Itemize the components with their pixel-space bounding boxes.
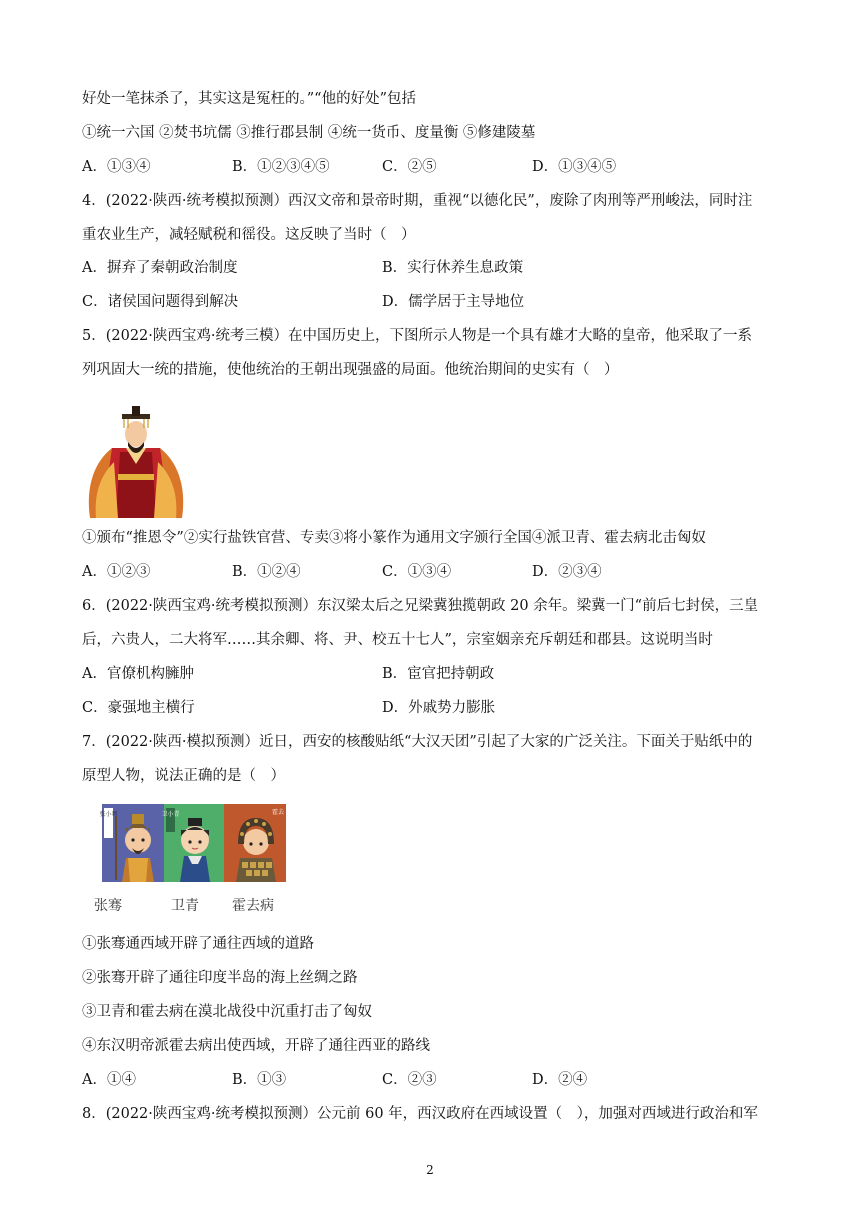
sticker-huoqubing-icon: [224, 804, 286, 882]
q6-option-a: A．官僚机构臃肿: [82, 666, 194, 682]
q7-option-a: A．①④: [82, 1072, 136, 1088]
q7-item-2: ②张骞开辟了通往印度半岛的海上丝绸之路: [82, 970, 358, 986]
q4-stem-line2: 重农业生产，减轻赋税和徭役。这反映了当时（ ）: [82, 227, 416, 243]
caption-zhangqian: 张骞: [94, 898, 122, 914]
caption-weiqing: 卫青: [171, 898, 199, 914]
q5-items: ①颁布“推恩令”②实行盐铁官营、专卖③将小篆作为通用文字颁行全国④派卫青、霍去病北击匈奴: [82, 530, 706, 546]
q4-option-d: D．儒学居于主导地位: [382, 294, 525, 310]
sticker-tag-3: 霍去: [271, 809, 285, 816]
q5-stem-line2: 列巩固大一统的措施，使他统治的王朝出现强盛的局面。他统治期间的史实有（ ）: [82, 362, 619, 378]
q6-option-c: C．豪强地主横行: [82, 700, 195, 716]
q5-option-b: B．①②④: [232, 564, 301, 580]
q5-stem-line1: 5．(2022·陕西宝鸡·统考三模）在中国历史上，下图所示人物是一个具有雄才大略的皇帝，他采取了一系: [82, 328, 752, 344]
q4-option-a: A．摒弃了秦朝政治制度: [82, 260, 238, 276]
sticker-illustration: [99, 804, 286, 882]
emperor-portrait-icon: [84, 390, 188, 518]
q6-option-b: B．宦官把持朝政: [382, 666, 495, 682]
q5-option-c: C．①③④: [382, 564, 452, 580]
sticker-tag-2: 卫小青: [161, 811, 180, 818]
q7-item-4: ④东汉明帝派霍去病出使西域，开辟了通往西亚的路线: [82, 1038, 430, 1054]
q4-option-b: B．实行休养生息政策: [382, 260, 524, 276]
q7-option-b: B．①③: [232, 1072, 287, 1088]
sticker-weiqing-icon: [161, 804, 224, 882]
q3-stem-tail: 好处一笔抹杀了，其实这是冤枉的。”“他的好处”包括: [82, 91, 416, 107]
page-number: 2: [426, 1163, 434, 1177]
q7-stem-line1: 7．(2022·陕西·模拟预测）近日，西安的核酸贴纸“大汉天团”引起了大家的广泛关注。下面关于贴纸中的: [82, 734, 753, 750]
q3-option-b: B．①②③④⑤: [232, 159, 330, 175]
caption-huoqubing: 霍去病: [232, 898, 274, 914]
q3-items: ①统一六国 ②焚书坑儒 ③推行郡县制 ④统一货币、度量衡 ⑤修建陵墓: [82, 125, 536, 141]
q3-option-d: D．①③④⑤: [532, 159, 617, 175]
sticker-panel: [99, 804, 286, 882]
q7-stem-line2: 原型人物，说法正确的是（ ）: [82, 768, 285, 784]
q7-item-3: ③卫青和霍去病在漠北战役中沉重打击了匈奴: [82, 1004, 372, 1020]
q4-stem-line1: 4．(2022·陕西·统考模拟预测）西汉文帝和景帝时期，重视“以德化民”，废除了肉刑等严刑峻法，同时注: [82, 193, 753, 209]
q6-stem-line2: 后，六贵人，二大将军……其余卿、将、尹、校五十七人”，宗室姻亲充斥朝廷和郡县。这说明当时: [82, 632, 713, 648]
q3-option-c: C．②⑤: [382, 159, 437, 175]
q7-item-1: ①张骞通西域开辟了通往西域的道路: [82, 936, 314, 952]
sticker-tag-1: 张小骞: [99, 811, 118, 818]
q5-option-d: D．②③④: [532, 564, 602, 580]
sticker-zhangqian-icon: [99, 804, 164, 882]
emperor-illustration: [84, 390, 188, 518]
q3-option-a: A．①③④: [82, 159, 151, 175]
q5-option-a: A．①②③: [82, 564, 151, 580]
q6-option-d: D．外戚势力膨胀: [382, 700, 496, 716]
q6-stem-line1: 6．(2022·陕西宝鸡·统考模拟预测）东汉梁太后之兄梁冀独揽朝政 20 余年。梁冀一门“前后七封侯，三皇: [82, 598, 759, 614]
q7-option-d: D．②④: [532, 1072, 588, 1088]
q8-stem-line1: 8．(2022·陕西宝鸡·统考模拟预测）公元前 60 年，西汉政府在西域设置（ ），加强对西域进行政治和军: [82, 1106, 758, 1122]
q7-option-c: C．②③: [382, 1072, 437, 1088]
q4-option-c: C．诸侯国问题得到解决: [82, 294, 239, 310]
